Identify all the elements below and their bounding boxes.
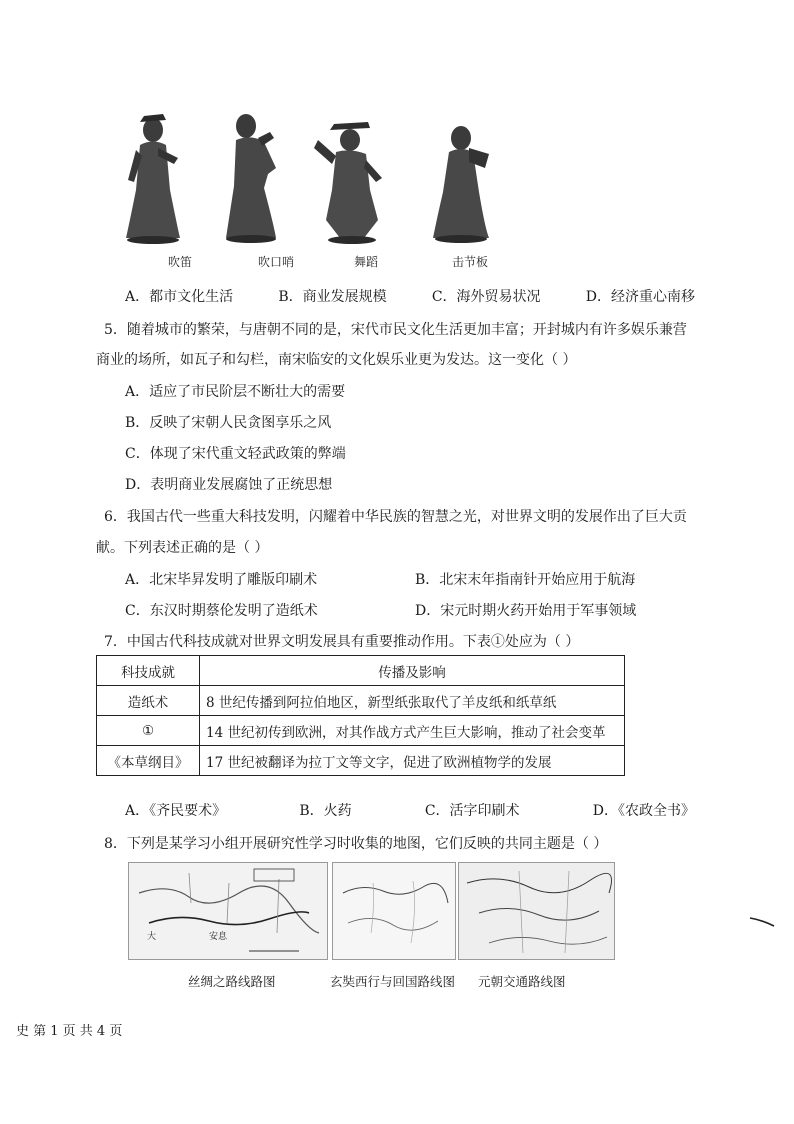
table-cell: 8 世纪传播到阿拉伯地区，新型纸张取代了羊皮纸和纸草纸 bbox=[200, 686, 625, 716]
q4-option-d[interactable]: D．经济重心南移 bbox=[585, 289, 695, 305]
table-cell: ① bbox=[97, 716, 200, 746]
q7-option-d[interactable]: D．《农政全书》 bbox=[592, 803, 695, 819]
table-cell: 14 世纪初传到欧洲，对其作战方式产生巨大影响，推动了社会变革 bbox=[200, 716, 625, 746]
q5-option-a[interactable]: A．适应了市民阶层不断壮大的需要 bbox=[125, 384, 346, 400]
table-row bbox=[97, 746, 625, 776]
map-caption-xuanzang: 玄奘西行与回国路线图 bbox=[330, 974, 456, 989]
q7-stem: 7．中国古代科技成就对世界文明发展具有重要推动作用。下表①处应为（ ） bbox=[104, 634, 580, 650]
q5-stem-line-1: 5．随着城市的繁荣，与唐朝不同的是，宋代市民文化生活更加丰富；开封城内有许多娱乐兼营 bbox=[104, 322, 687, 338]
q5-option-b[interactable]: B．反映了宋朝人民贪图享乐之风 bbox=[125, 415, 332, 431]
table-cell: 造纸术 bbox=[97, 686, 200, 716]
q4-options bbox=[125, 286, 695, 306]
q6-option-d[interactable]: D．宋元时期火药开始用于军事领域 bbox=[415, 603, 637, 619]
q7-option-b[interactable]: B．火药 bbox=[299, 803, 352, 819]
q6-stem-line-2: 献。下列表述正确的是（ ） bbox=[96, 540, 269, 556]
statue-clapper bbox=[425, 118, 495, 243]
statue-whistle-flute bbox=[118, 110, 188, 245]
q4-option-a[interactable]: A．都市文化生活 bbox=[125, 289, 234, 305]
map-label: 安息 bbox=[209, 932, 228, 942]
q4-option-b[interactable]: B．商业发展规模 bbox=[278, 289, 387, 305]
map-xuanzang-route bbox=[332, 862, 456, 960]
figure-caption: 击节板 bbox=[452, 255, 489, 269]
table-cell: 《本草纲目》 bbox=[97, 746, 200, 776]
table-row bbox=[97, 686, 625, 716]
q6-option-b[interactable]: B．北宋末年指南针开始应用于航海 bbox=[415, 572, 636, 588]
map-caption-yuan: 元朝交通路线图 bbox=[478, 974, 566, 989]
figure-caption: 吹口哨 bbox=[258, 255, 295, 269]
q6-option-a[interactable]: A．北宋毕昇发明了雕版印刷术 bbox=[125, 572, 318, 588]
q5-stem-line-2: 商业的场所，如瓦子和勾栏，南宋临安的文化娱乐业更为发达。这一变化（ ） bbox=[96, 352, 577, 368]
map-yuan-transport bbox=[458, 862, 615, 960]
map-caption-silk-road: 丝绸之路线路图 bbox=[188, 974, 276, 989]
q7-option-a[interactable]: A．《齐民要术》 bbox=[125, 803, 227, 819]
q7-options bbox=[125, 800, 695, 820]
map-label: 大 bbox=[147, 932, 157, 942]
q4-option-c[interactable]: C．海外贸易状况 bbox=[431, 289, 541, 305]
table-header: 科技成就 bbox=[97, 656, 200, 686]
table-row bbox=[97, 716, 625, 746]
table-cell: 17 世纪被翻译为拉丁文等文字，促进了欧洲植物学的发展 bbox=[200, 746, 625, 776]
page-footer: 史 第 1 页 共 4 页 bbox=[16, 1024, 123, 1039]
statue-whistling bbox=[218, 108, 288, 243]
q5-option-c[interactable]: C．体现了宋代重文轻武政策的弊端 bbox=[125, 446, 346, 462]
figure-caption: 吹笛 bbox=[168, 255, 193, 269]
q6-option-c[interactable]: C．东汉时期蔡伦发明了造纸术 bbox=[125, 603, 318, 619]
table-header-row bbox=[97, 656, 625, 686]
q6-stem-line-1: 6．我国古代一些重大科技发明，闪耀着中华民族的智慧之光，对世界文明的发展作出了巨大贡 bbox=[104, 509, 687, 525]
statue-dancing bbox=[310, 120, 390, 245]
q7-table bbox=[96, 655, 625, 776]
map-silk-road bbox=[128, 862, 328, 960]
figure-caption: 舞蹈 bbox=[354, 255, 379, 269]
scan-mark bbox=[748, 914, 778, 930]
q7-option-c[interactable]: C．活字印刷术 bbox=[424, 803, 520, 819]
q5-option-d[interactable]: D．表明商业发展腐蚀了正统思想 bbox=[125, 477, 333, 493]
q8-stem: 8．下列是某学习小组开展研究性学习时收集的地图，它们反映的共同主题是（ ） bbox=[104, 836, 608, 852]
table-header: 传播及影响 bbox=[200, 656, 625, 686]
